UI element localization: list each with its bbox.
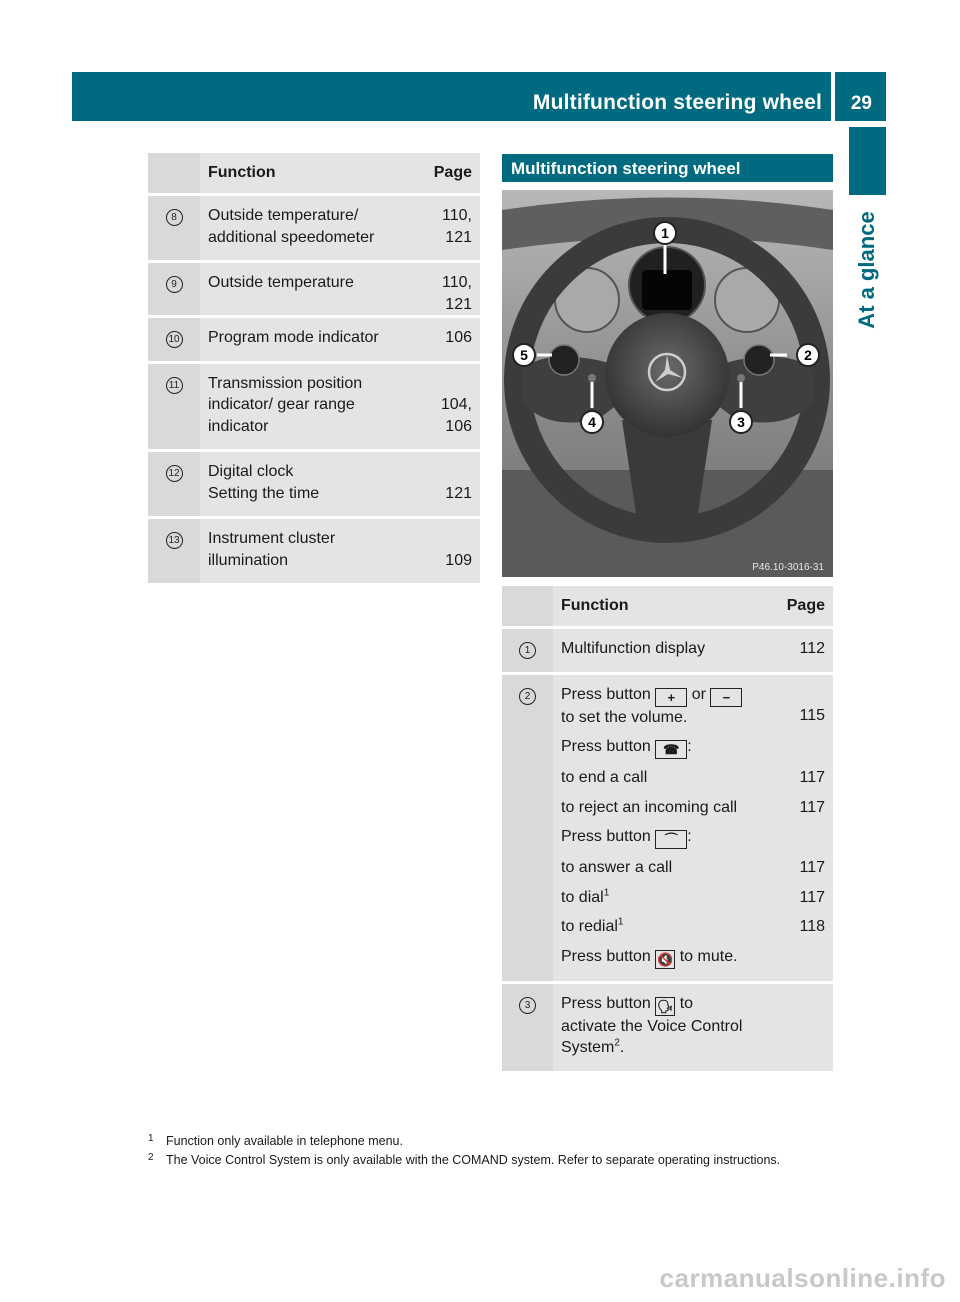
- row-number: 3: [502, 981, 553, 1071]
- row-page: 115: [771, 672, 833, 733]
- column-header-page: Page: [414, 153, 480, 193]
- row-page: 110, 121: [414, 193, 480, 260]
- table-row: [148, 449, 480, 516]
- left-small-button: [588, 374, 596, 382]
- callout-1-label: 1: [661, 225, 669, 241]
- steering-wheel-photo: [502, 190, 833, 577]
- left-function-table: [148, 153, 480, 583]
- mute-icon: 🔇: [657, 951, 674, 967]
- callout-4-label: 4: [588, 414, 596, 430]
- row-function: Program mode indicator: [200, 315, 414, 361]
- page-header: [72, 72, 886, 121]
- row-page: 109: [414, 516, 480, 583]
- row-function: Transmission position indicator/ gear range indicator: [200, 361, 414, 450]
- photo-code: P46.10-3016-31: [752, 562, 824, 573]
- row-function: Digital clock Setting the time: [200, 449, 414, 516]
- section-tab: [849, 127, 886, 195]
- row-page: 110, 121: [414, 260, 480, 315]
- callout-2-label: 2: [804, 347, 812, 363]
- phone-hangup-icon: ☎: [655, 740, 687, 759]
- table-row: [148, 193, 480, 260]
- column-header-function: Function: [200, 153, 414, 193]
- table-row: [148, 260, 480, 315]
- row-page: 117: [771, 793, 833, 823]
- row-function: Press button 🔇 to mute.: [553, 942, 771, 981]
- row-function: Press button ☎ :: [553, 732, 771, 763]
- row-function: Outside temperature: [200, 260, 414, 315]
- airbag-hub: [605, 313, 729, 437]
- row-function: to answer a call: [553, 853, 771, 883]
- row-function: Press button ⌒ :: [553, 822, 771, 853]
- table-corner: [148, 153, 200, 193]
- table-corner: [502, 586, 553, 626]
- footnotes: [148, 1132, 828, 1170]
- row-function: to end a call: [553, 763, 771, 793]
- row-function: to dial$^1$: [553, 883, 771, 913]
- callout-1-marker: [654, 222, 676, 244]
- callout-2-marker: [797, 344, 819, 366]
- row-number: 11: [148, 361, 200, 450]
- callout-3-marker: [730, 411, 752, 433]
- column-header-function: Function: [553, 586, 771, 626]
- watermark: carmanualsonline.info: [659, 1263, 946, 1293]
- row-number: 8: [148, 193, 200, 260]
- page-title: Multifunction steering wheel: [532, 91, 822, 114]
- row-function: Outside temperature/ additional speedometer: [200, 193, 414, 260]
- row-function: Press button + or − to set the volume.: [553, 672, 771, 733]
- callout-3-label: 3: [737, 414, 745, 430]
- page-number: 29: [850, 93, 872, 114]
- header-divider: [831, 72, 835, 121]
- section-heading: [502, 154, 833, 182]
- table-row: [148, 315, 480, 361]
- left-button-cluster: [549, 345, 579, 375]
- section-tab-label: At a glance: [854, 211, 879, 329]
- right-button-cluster: [744, 345, 774, 375]
- row-page: 121: [414, 449, 480, 516]
- minus-key-icon: −: [710, 688, 742, 707]
- column-header-page: Page: [771, 586, 833, 626]
- row-number: 9: [148, 260, 200, 315]
- row-number: 13: [148, 516, 200, 583]
- callout-5-label: 5: [520, 347, 528, 363]
- row-page: 118: [771, 912, 833, 942]
- row-page: 104, 106: [414, 361, 480, 450]
- table-row: [148, 361, 480, 450]
- right-function-table: [502, 586, 833, 1071]
- plus-key-icon: +: [655, 688, 687, 707]
- callout-4-marker: [581, 411, 603, 433]
- row-number: 2: [502, 672, 553, 981]
- row-page: 117: [771, 763, 833, 793]
- steering-wheel-illustration: [502, 190, 833, 577]
- row-function: Press button 🗣 to activate the Voice Control System$^2$.: [553, 981, 771, 1071]
- table-row: [502, 626, 833, 672]
- callout-5-marker: [513, 344, 535, 366]
- table-row: [502, 672, 833, 733]
- row-number: 12: [148, 449, 200, 516]
- row-page: 117: [771, 883, 833, 913]
- table-row: [502, 981, 833, 1071]
- row-number: 10: [148, 315, 200, 361]
- right-small-button: [737, 374, 745, 382]
- footnote: 1 Function only available in telephone menu.: [148, 1133, 403, 1148]
- section-title: Multifunction steering wheel: [511, 159, 741, 178]
- row-page: 117: [771, 853, 833, 883]
- phone-accept-icon: ⌒: [655, 830, 687, 849]
- row-function: Instrument cluster illumination: [200, 516, 414, 583]
- row-function: to redial$^1$: [553, 912, 771, 942]
- row-function: Multifunction display: [553, 626, 771, 672]
- footnote: 2 The Voice Control System is only available with the COMAND system. Refer to separate operating instructions.: [148, 1152, 781, 1167]
- row-function: to reject an incoming call: [553, 793, 771, 823]
- row-page: 106: [414, 315, 480, 361]
- voice-control-icon: 🗣: [657, 998, 674, 1014]
- row-number: 1: [502, 626, 553, 672]
- table-row: [148, 516, 480, 583]
- row-page: 112: [771, 626, 833, 672]
- multifunction-display: [642, 270, 692, 310]
